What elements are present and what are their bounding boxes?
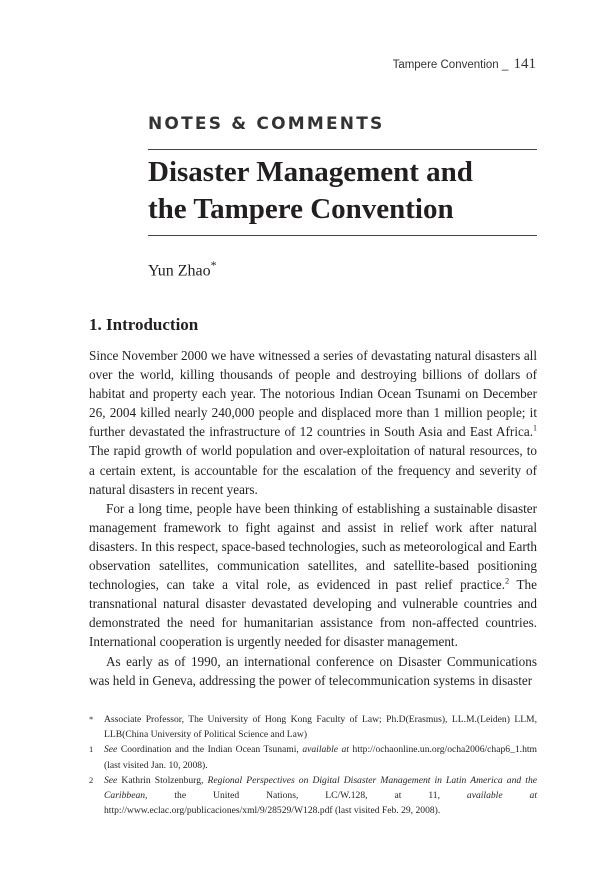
author-footnote-mark: * — [210, 258, 217, 272]
footnote-cited-title: Regional Perspectives on Digital Disaster Management in Latin America and the Caribbean — [104, 774, 537, 802]
running-head-separator: _ — [501, 59, 509, 71]
paragraph-3: As early as of 1990, an international conference on Disaster Communications was held in Geneva, addressing the power of telecommunication systems in disaster — [89, 653, 537, 688]
paragraph-1-text-b: The rapid growth of world population and over-exploitation of natural resources, to a certain extent, is accountable for the escalation of the frequency and severity of natural disasters in recent years. — [89, 443, 537, 497]
footnote-link[interactable]: http://www.eclac.org/publicaciones/xml/9/28529/W128.pdf (last visited Feb. 29, 2008). — [104, 805, 441, 817]
article-body — [89, 346, 537, 690]
footnote-ref-1[interactable]: 1 — [533, 423, 537, 433]
footnote-see: See — [104, 744, 118, 756]
footnote-ref-2[interactable]: 2 — [505, 576, 510, 586]
title-top-rule — [148, 149, 537, 150]
running-head-title: Tampere Convention — [392, 59, 499, 71]
footnote-1 — [89, 742, 537, 772]
footnote-mark: 1 — [89, 744, 94, 755]
footnote-text: Kathrin Stolzenburg, — [117, 774, 208, 786]
author — [148, 258, 217, 280]
author-name: Yun Zhao — [148, 262, 211, 280]
section-heading: 1. Introduction — [89, 315, 199, 334]
footnote-author — [89, 712, 537, 742]
page-number: 141 — [513, 56, 536, 72]
article-title-line-1: Disaster Management and — [148, 156, 473, 188]
footnote-available-at: available at — [466, 790, 538, 802]
article-title-line-2: the Tampere Convention — [148, 193, 454, 225]
footnote-see: See — [104, 774, 118, 786]
footnote-available-at: available at — [302, 744, 349, 756]
footnote-mark: * — [89, 714, 94, 724]
article-title — [148, 154, 537, 228]
footnote-text: , the United Nations, LC/W.128, at 11, — [145, 790, 467, 802]
footnote-link[interactable]: http://ochaonline.un.org/ocha2006/chap6_1.htm (last visited Jan. 10, 2008). — [104, 744, 537, 771]
footnote-2 — [89, 773, 537, 819]
section-label: NOTES & COMMENTS — [148, 114, 385, 134]
footnote-mark: 2 — [89, 774, 94, 785]
footnote-text: Coordination and the Indian Ocean Tsunami, — [117, 744, 303, 756]
paragraph-2-text-b: The transnational natural disaster devastated developing and vulnerable countries and demonstrated the need for humanitarian assistance from non-affected countries. International cooperation is urgently needed for disaster management. — [89, 577, 537, 650]
footnotes — [89, 712, 537, 818]
running-head — [393, 56, 536, 73]
paragraph-1-text-a: Since November 2000 we have witnessed a series of devastating natural disasters all over the world, killing thousands of people and destroying billions of dollars of habitat and property each year. The notorious Indian Ocean Tsunami on December 26, 2004 killed nearly 240,000 people and displaced more than 1 million people; it further devastated the infrastructure of 12 countries in South Asia and East Africa. — [89, 348, 537, 440]
title-bottom-rule — [148, 235, 537, 236]
paragraph-2 — [89, 499, 537, 652]
paragraph-1 — [89, 346, 537, 499]
paragraph-2-text-a: For a long time, people have been thinking of establishing a sustainable disaster management framework to fight against and assist in relief work after natural disasters. In this respect, space-based technologies, such as meteorological and Earth observation satellites, communication satellites, and satellite-based positioning technologies, can take a vital role, as evidenced in past relief practice. — [89, 500, 537, 593]
footnote-text: Associate Professor, The University of Hong Kong Faculty of Law; Ph.D(Erasmus), LL.M.(Leiden) LLM, LLB(China University of Political Science and Law) — [104, 714, 537, 741]
